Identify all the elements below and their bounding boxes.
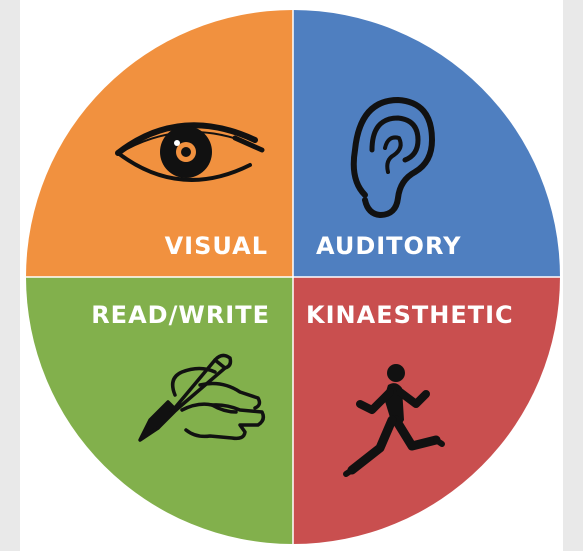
label-auditory: AUDITORY bbox=[316, 232, 462, 260]
label-kinaesthetic: KINAESTHETIC bbox=[306, 301, 514, 329]
label-visual: VISUAL bbox=[164, 232, 268, 260]
label-read-write: READ/WRITE bbox=[91, 301, 270, 329]
